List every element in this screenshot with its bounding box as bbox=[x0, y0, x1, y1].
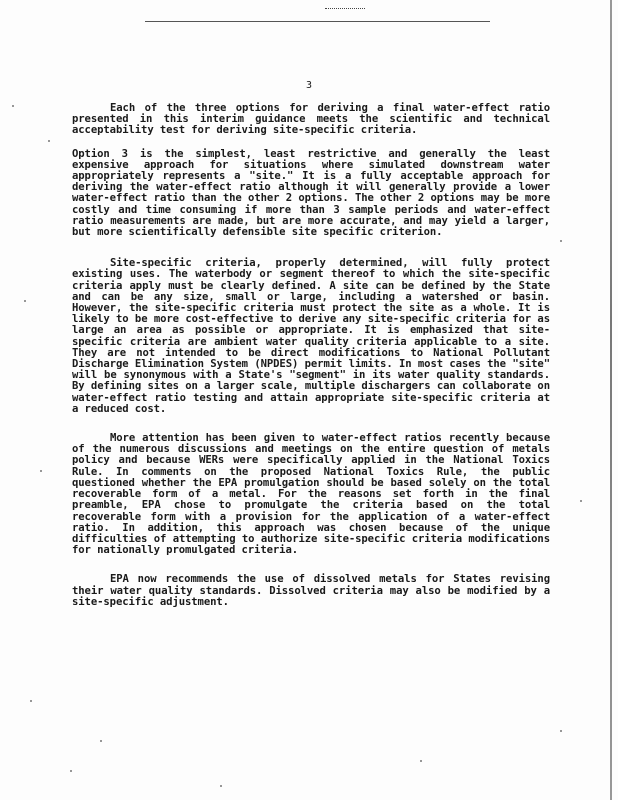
document-body bbox=[72, 103, 550, 619]
scan-speck bbox=[560, 730, 562, 732]
header-rule bbox=[145, 21, 490, 22]
page-number: 3 bbox=[305, 80, 313, 91]
scan-speck bbox=[560, 240, 562, 242]
scan-speck bbox=[100, 740, 102, 742]
scan-speck bbox=[30, 700, 32, 702]
scan-speck bbox=[12, 105, 14, 107]
page-edge bbox=[610, 0, 612, 800]
scan-speck bbox=[40, 470, 42, 472]
paragraph-water-effect-ratios: More attention has been given to water-effect ratios recently because of the numerous discussions and meetings on the entire question of metals policy and because WERs were specifically applied in the National Toxics Rule. In comments on the proposed National Toxics Rule, the public questioned whether the EPA promulgation should be based solely on the total recoverable form of a metal. For the reasons set forth in the final preamble, EPA chose to promulgate the criteria based on the total recoverable form with a provision for the application of a water-effect ratio. In addition, this approach was chosen because of the unique difficulties of attempting to authorize site-specific criteria modifications for nationally promulgated criteria. bbox=[72, 432, 550, 557]
scan-speck bbox=[48, 140, 50, 142]
scan-speck bbox=[420, 760, 422, 762]
paragraph-dissolved-metals: EPA now recommends the use of dissolved metals for States revising their water quality standards. Dissolved criteria may also be modified by a site-specific adjustment. bbox=[72, 573, 550, 608]
scan-speck bbox=[24, 300, 26, 302]
scan-speck bbox=[70, 770, 72, 772]
scan-speck bbox=[580, 500, 582, 502]
paragraph-options-overview: Each of the three options for deriving a final water-effect ratio presented in this interim guidance meets the scientific and technical acceptability test for deriving site-specific criteria. bbox=[72, 102, 550, 137]
scan-speck bbox=[220, 785, 222, 787]
paragraph-option-3: Option 3 is the simplest, least restrictive and generally the least expensive approach for situations where simulated downstream water appropriately represents a "site." It is a fully acceptable approach for deriving the water-effect ratio although it will generally provide a lower water-effect ratio than the other 2 options. The other 2 options may be more costly and time consuming if more than 3 sample periods and water-effect ratio measurements are made, but are more accurate, and may yield a larger, but more scientifically defensible site specific criterion. bbox=[72, 147, 550, 239]
header-scan-mark bbox=[325, 8, 365, 15]
paragraph-site-specific-criteria: Site-specific criteria, properly determined, will fully protect existing uses. The waterbody or segment thereof to which the site-specific criteria apply must be clearly defined. A site can be defined by the State and can be any size, small or large, including a watershed or basin. However, the site-specific criteria must protect the site as a whole. It is likely to be more cost-effective to derive any site-specific criteria for as large an area as possible or appropriate. It is emphasized that site-specific criteria are ambient water quality criteria applicable to a site. They are not intended to be direct modifications to National Pollutant Discharge Elimination System (NPDES) permit limits. In most cases the "site" will be synonymous with a State's "segment" in its water quality standards. By defining sites on a larger scale, multiple dischargers can collaborate on water-effect ratio testing and attain appropriate site-specific criteria at a reduced cost. bbox=[72, 257, 550, 415]
